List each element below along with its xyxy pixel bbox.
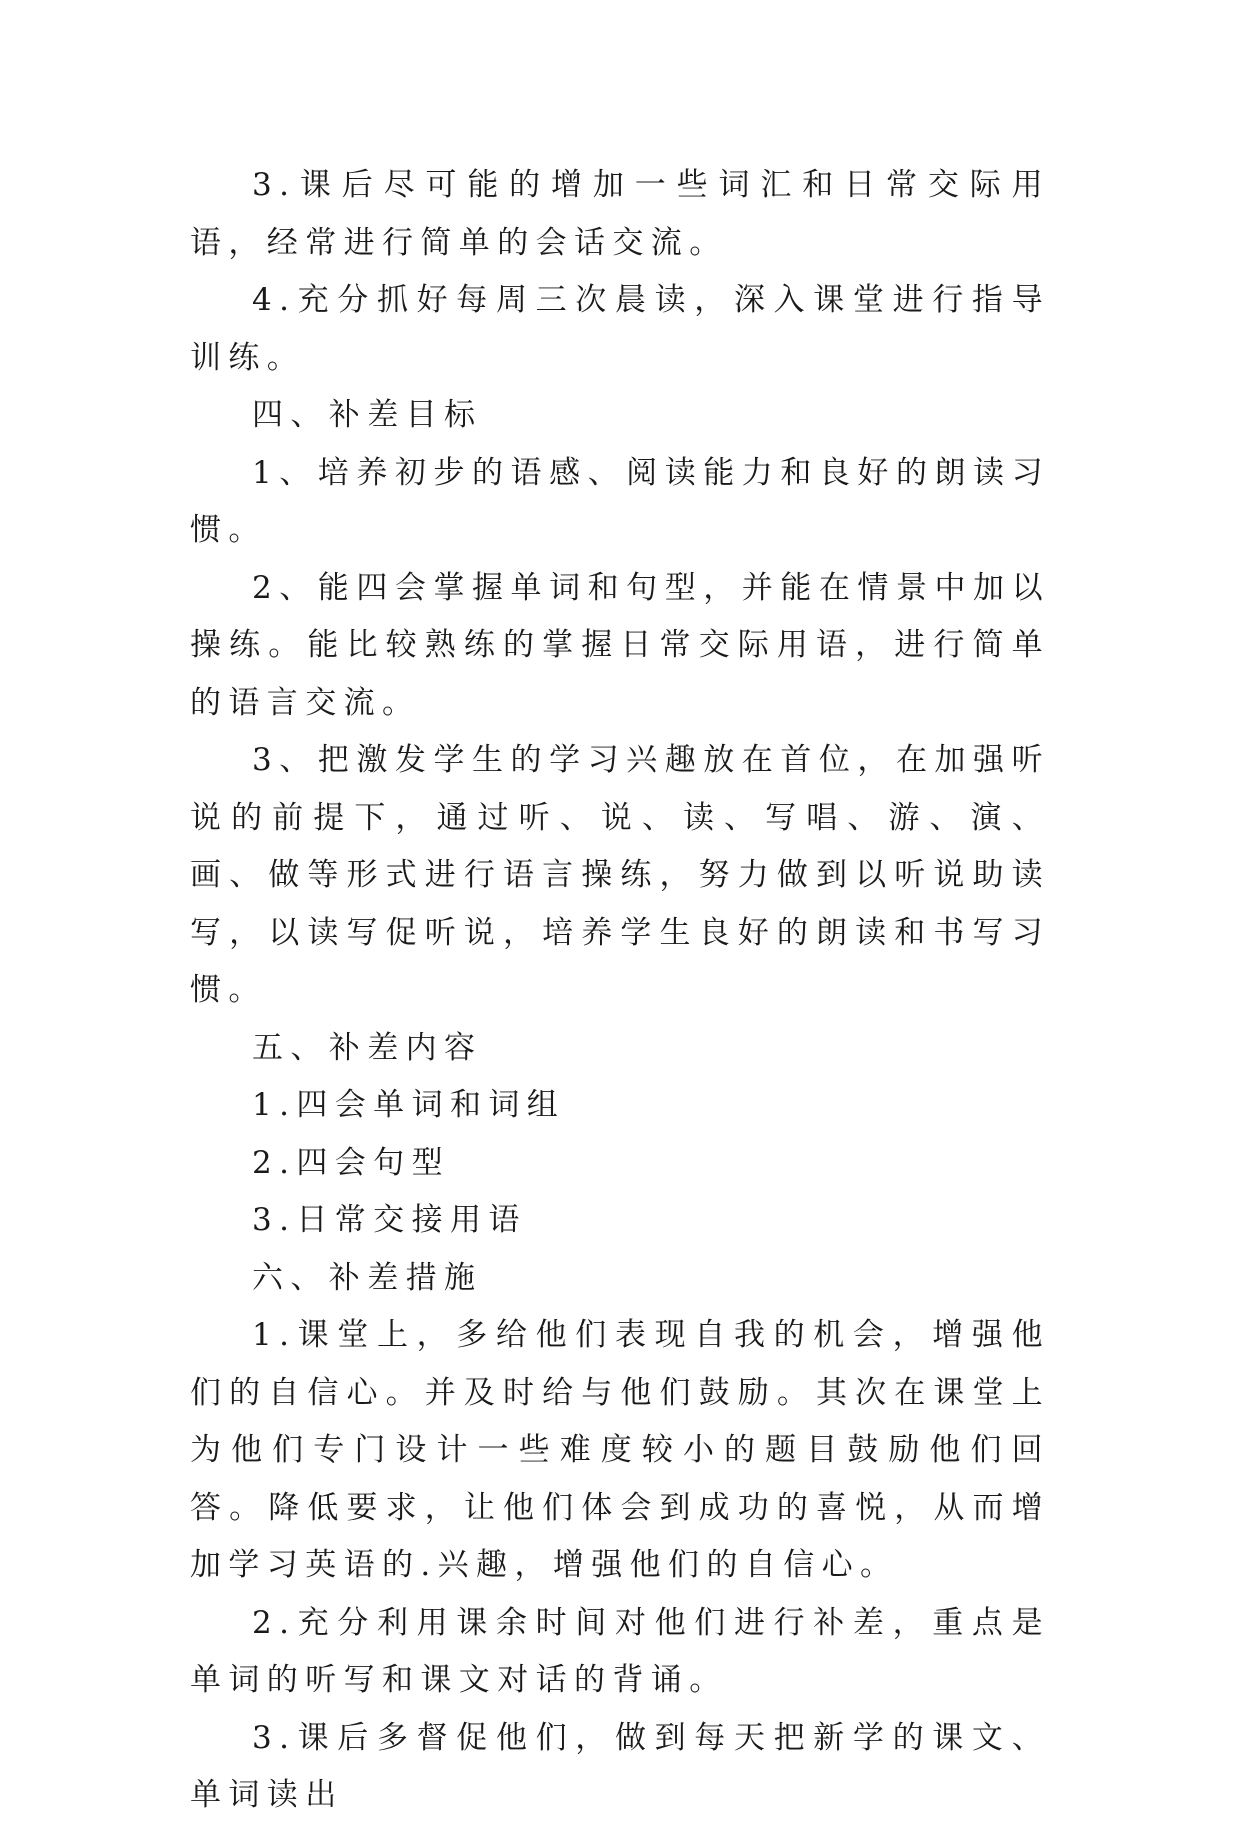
paragraph-measure-1: 1.课堂上，多给他们表现自我的机会，增强他们的自信心。并及时给与他们鼓励。其次在课堂上为他们专门设计一些难度较小的题目鼓励他们回答。降低要求，让他们体会到成功的喜悦，从而增加学习英语的.兴趣，增强他们的自信心。 <box>190 1317 1050 1583</box>
section-heading-content: 五、补差内容 <box>252 1029 483 1066</box>
paragraph-content-3: 3.日常交接用语 <box>252 1202 527 1238</box>
section-heading-measures: 六、补差措施 <box>252 1259 483 1296</box>
paragraph-measure-3-vocabulary: 3.课后尽可能的增加一些词汇和日常交际用语，经常进行简单的会话交流。 <box>190 167 1050 261</box>
paragraph-measure-4-morning-reading: 4.充分抓好每周三次晨读，深入课堂进行指导训练。 <box>190 282 1050 376</box>
paragraph-goal-2: 2、能四会掌握单词和句型，并能在情景中加以操练。能比较熟练的掌握日常交际用语，进行简单的语言交流。 <box>190 569 1050 721</box>
paragraph-goal-1: 1、培养初步的语感、阅读能力和良好的朗读习惯。 <box>190 454 1050 548</box>
document-body <box>190 157 1050 1825</box>
paragraph-goal-3: 3、把激发学生的学习兴趣放在首位，在加强听说的前提下，通过听、说、读、写唱、游、演、画、做等形式进行语言操练，努力做到以听说助读写，以读写促听说，培养学生良好的朗读和书写习惯。 <box>190 742 1050 1008</box>
section-heading-goals: 四、补差目标 <box>252 397 483 433</box>
paragraph-content-2: 2.四会句型 <box>252 1144 450 1181</box>
paragraph-measure-3: 3.课后多督促他们，做到每天把新学的课文、单词读出 <box>190 1719 1050 1813</box>
paragraph-measure-2: 2.充分利用课余时间对他们进行补差，重点是单词的听写和课文对话的背诵。 <box>190 1604 1050 1698</box>
paragraph-content-1: 1.四会单词和词组 <box>252 1087 566 1123</box>
